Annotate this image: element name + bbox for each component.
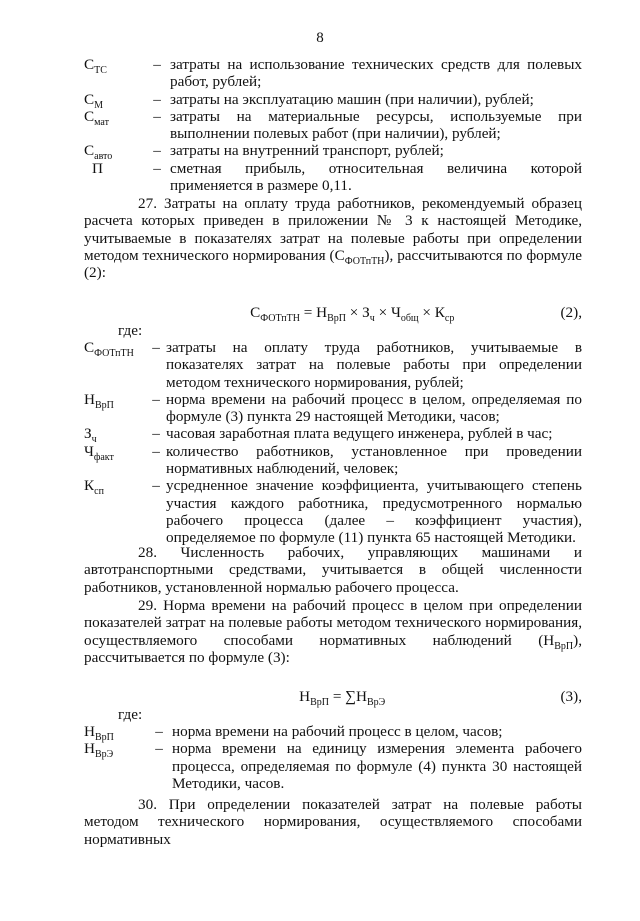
formula-2: $C_{ФОТпТН} = Н_{ВрП} \times З_ч \times Ч_{общ} \times К_{ср}$ (2),	[250, 304, 582, 325]
list-item: $З_ч$ – часовая заработная плата ведущего инженера, рублей в час;	[84, 425, 553, 446]
where-label: где:	[118, 322, 143, 339]
paragraph-27: 27. Затраты на оплату труда работников, рекомендуемый образец расчета которых приведен в приложении № 3 к настоящей Методике, учитываемые в показателях затрат на полевые работы при определении методом технического нормирования $(С_{ФОТпТН})$, рассчитываются по формуле (2):	[84, 195, 582, 282]
list-item: $Н_{ВрЭ}$ – норма времени на единицу измерения элемента рабочего процесса, определяемая по формуле (4) пункта 30 настоящей Методики, часов.	[84, 740, 582, 792]
formula-3: $Н_{ВрП} = \sum Н_{ВрЭ}$ (3),	[299, 688, 582, 709]
list-item: $С_М$ – затраты на эксплуатацию машин (при наличии), рублей;	[84, 90, 534, 111]
list-item: $Н_{ВрП}$ – норма времени на рабочий процесс в целом, часов;	[84, 723, 503, 744]
list-item: $C_{ТС}$ – затраты на использование технических средств для полевых работ, рублей;	[84, 56, 582, 91]
paragraph-28: 28. Численность рабочих, управляющих машинами и автотранспортными средствами, учитывается в общей численности работников, установленной нормалью рабочего процесса.	[84, 544, 582, 596]
where-label: где:	[118, 706, 143, 723]
formula-3-variables	[84, 723, 582, 792]
cost-components-list	[84, 56, 582, 194]
list-item: $С_{ФОТпТН}$ – затраты на оплату труда работников, учитываемые в показателях затрат на полевые работы при определении методом технического нормирования, рублей;	[84, 339, 582, 391]
list-item: П – сметная прибыль, относительная величина которой применяется в размере 0,11.	[92, 159, 582, 195]
paragraph-29: 29. Норма времени на рабочий процесс в целом при определении показателей затрат на полевые работы методом технического нормирования, осуществляемого способами нормативных наблюдений $(Н_{ВрП})$, рассчитывается по формуле (3):	[84, 597, 582, 666]
formula-2-variables	[84, 339, 582, 547]
list-item: $К_{сп}$ – усредненное значение коэффициента, учитывающего степень участия каждого работника, предусмотренного нормалью рабочего процесса (далее – коэффициент участия), определяемое по формуле (11) пункта 65 настоящей Методики.	[84, 477, 582, 547]
list-item: $С_{авто}$ – затраты на внутренний транспорт, рублей;	[84, 142, 444, 163]
page-number: 8	[316, 30, 324, 46]
list-item: $С_{мат}$ – затраты на материальные ресурсы, используемые при выполнении полевых работ (при наличии), рублей;	[84, 107, 582, 143]
paragraph-30: 30. При определении показателей затрат на полевые работы методом технического нормирования, осуществляемого способами нормативных	[84, 796, 582, 848]
list-item: $Ч_{факт}$ – количество работников, установленное при проведении нормативных наблюдений, человек;	[84, 442, 582, 478]
list-item: $Н_{ВрП}$ – норма времени на рабочий процесс в целом, определяемая по формуле (3) пункта 29 настоящей Методики, часов;	[84, 390, 582, 426]
